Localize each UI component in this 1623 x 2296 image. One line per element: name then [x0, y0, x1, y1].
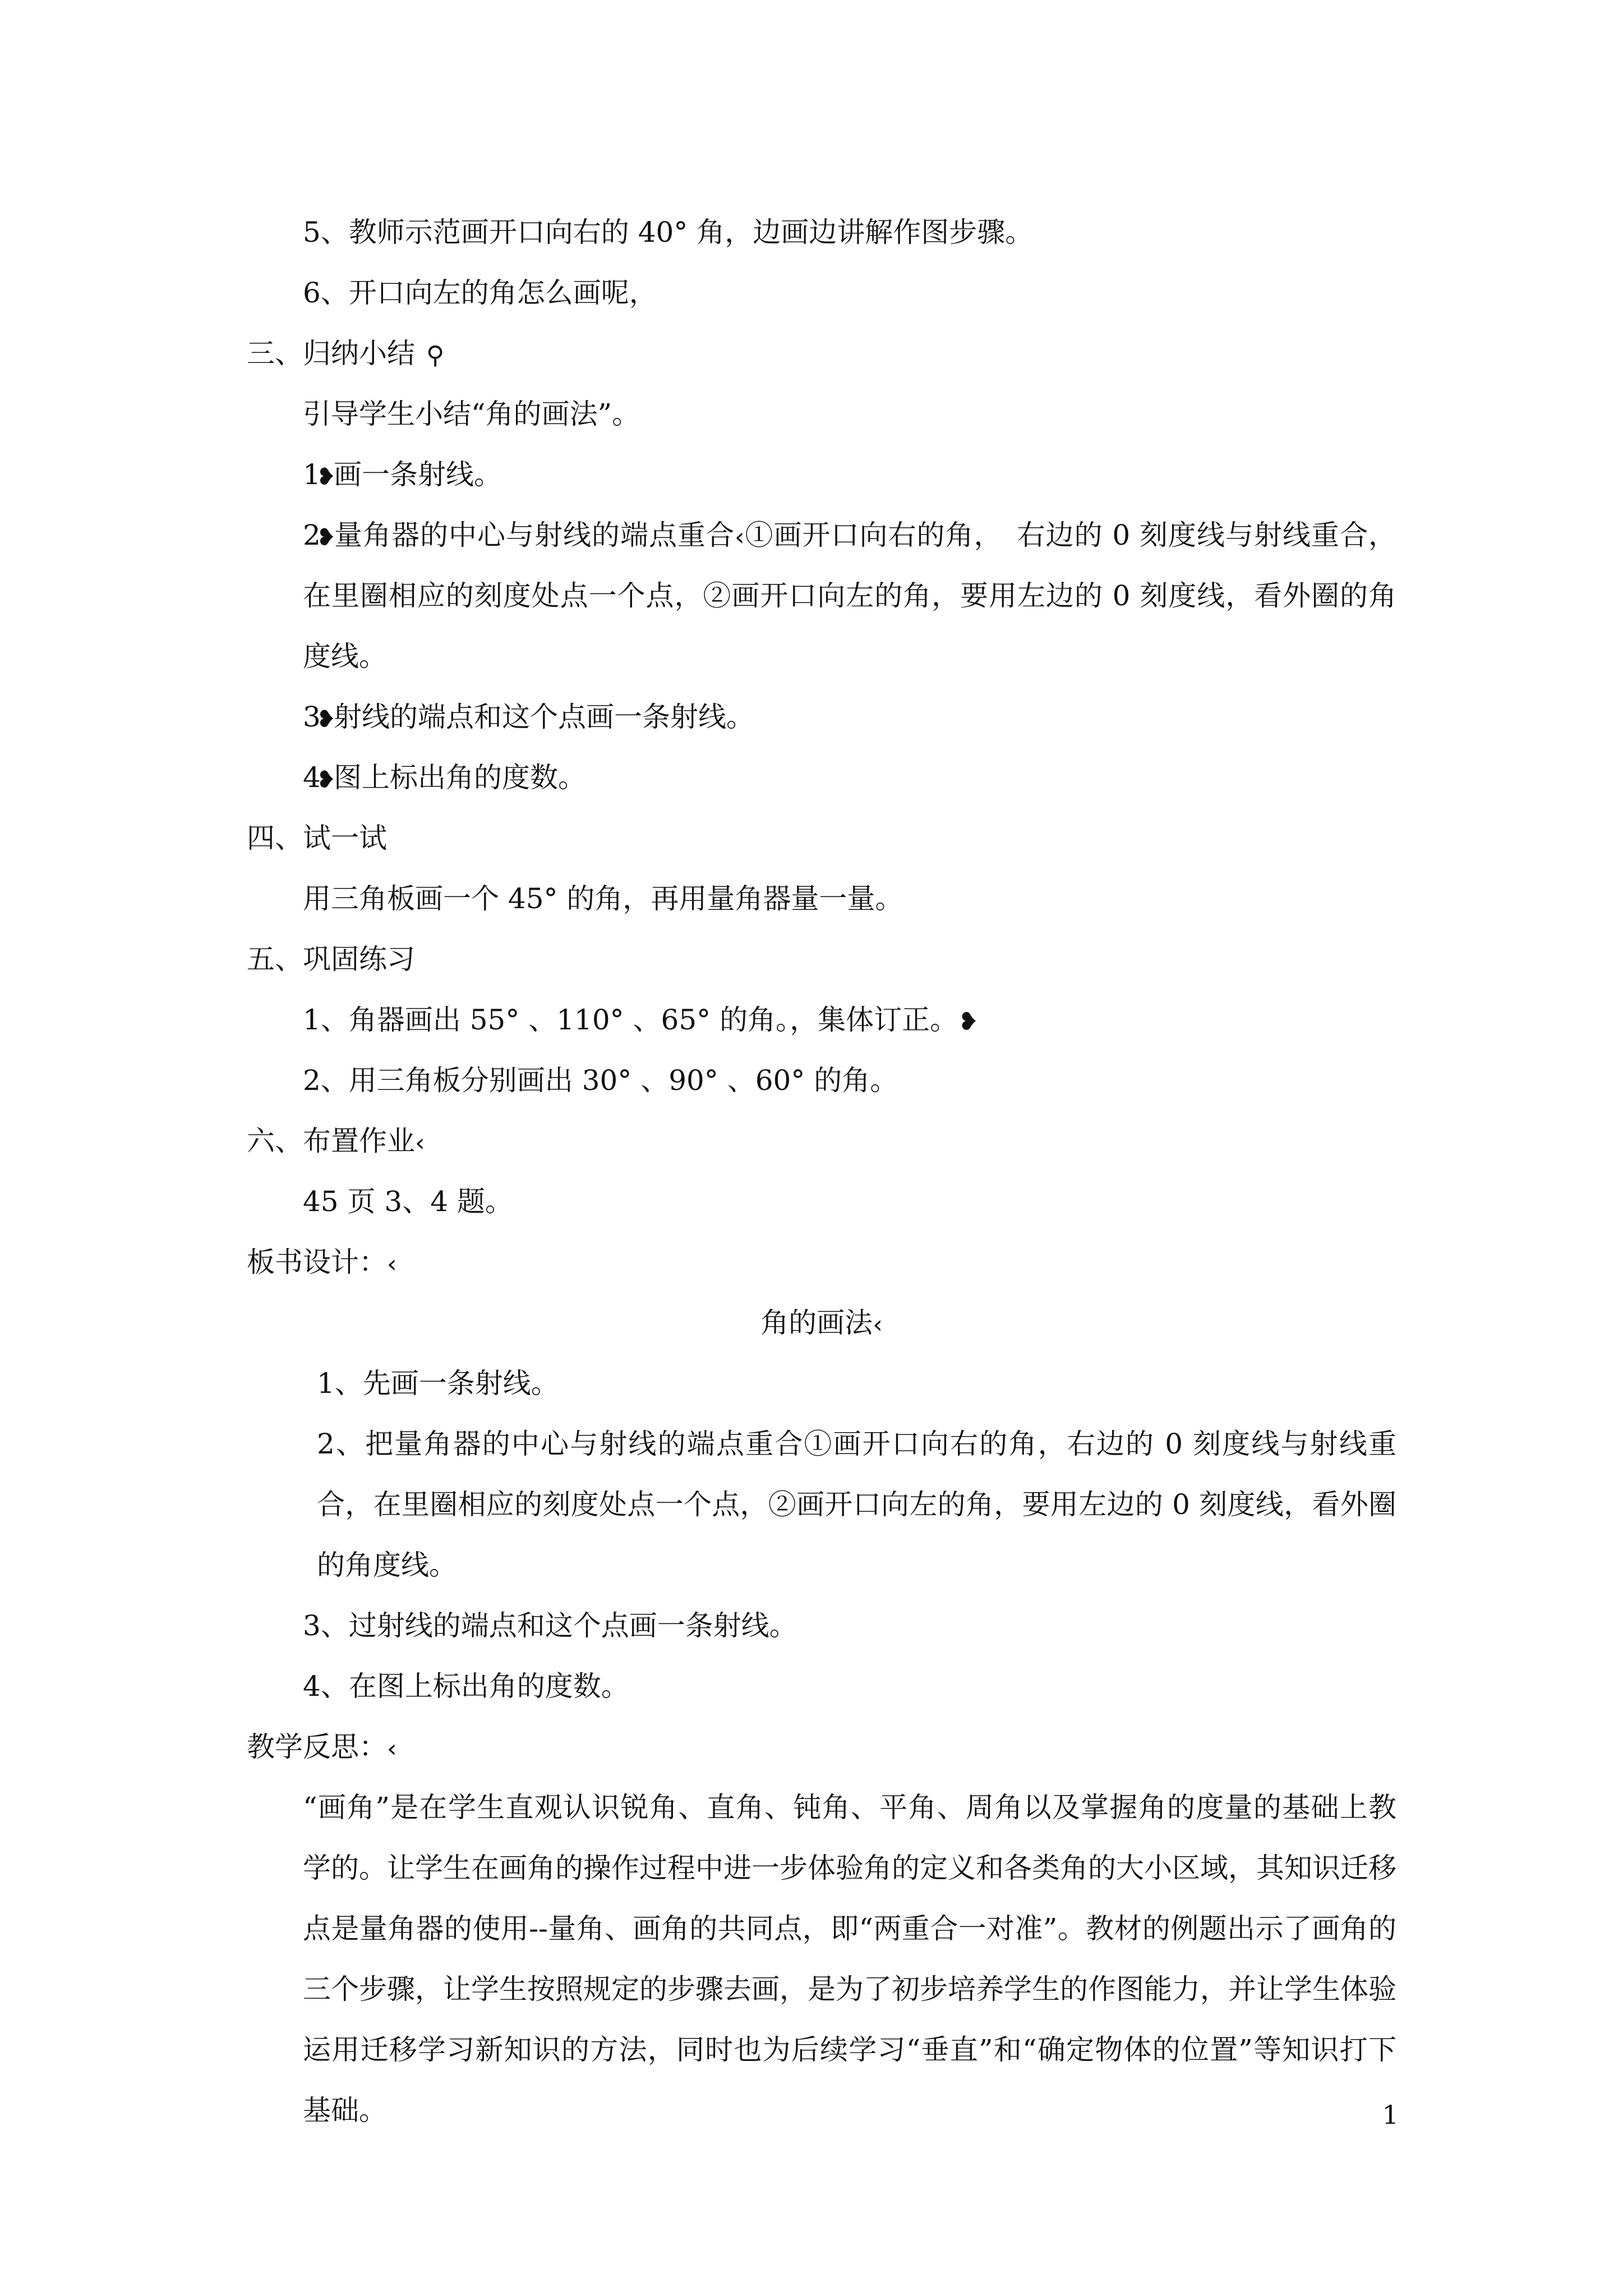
summary-step-1-text: 画一条射线。	[334, 458, 502, 491]
summary-step-2	[247, 505, 1396, 687]
heart-icon: ❥	[316, 705, 336, 733]
chevron-left-icon: ‹	[387, 1734, 397, 1763]
summary-step-3-number: 3	[303, 701, 321, 733]
board-title-text: 角的画法	[760, 1306, 873, 1339]
exercise-1-text: 1、角器画出 55° 、110° 、65° 的角。，集体订正。	[303, 1004, 958, 1036]
exercise-1	[247, 990, 1396, 1050]
chevron-left-icon: ‹	[387, 1250, 397, 1278]
step-5-line: 5、教师示范画开口向右的 40° 角，边画边讲解作图步骤。	[303, 216, 1034, 249]
board-step-1: 1、先画一条射线。	[317, 1367, 559, 1400]
try-it-text: 用三角板画一个 45° 的角，再用量角器量一量。	[303, 882, 903, 915]
board-title	[247, 1292, 1396, 1353]
board-step-4: 4、在图上标出角的度数。	[303, 1670, 629, 1703]
section-3-title: 三、归纳小结	[247, 337, 415, 370]
exercise-2: 2、用三角板分别画出 30° 、90° 、60° 的角。	[303, 1064, 898, 1097]
summary-intro: 引导学生小结“角的画法”。	[303, 398, 640, 430]
chevron-left-icon: ‹	[415, 1129, 425, 1157]
heart-icon: ❥	[316, 766, 336, 793]
heart-icon: ❥	[316, 523, 336, 551]
document-body	[247, 202, 1396, 2141]
summary-step-2-number: 2	[303, 519, 321, 551]
summary-step-1	[247, 444, 1396, 505]
summary-step-3-text: 射线的端点和这个点画一条射线。	[334, 701, 755, 733]
chevron-left-icon: ‹	[734, 523, 745, 551]
heart-icon: ❥	[316, 463, 336, 490]
summary-step-2-text-b: ①画开口向右的角， 右边的 0 刻度线与射线重合，在里圈相应的刻度处点一个点，②画开口向左的角，要用左边的 0 刻度线，看外圈的角度线。	[303, 519, 1397, 673]
step-6-line: 6、开口向左的角怎么画呢，	[303, 277, 657, 309]
summary-step-4	[247, 747, 1396, 808]
board-step-2: 2、把量角器的中心与射线的端点重合①画开口向右的角，右边的 0 刻度线与射线重合，在里圈相应的刻度处点一个点，②画开口向左的角，要用左边的 0 刻度线，看外圈的角度线。	[317, 1428, 1396, 1581]
section-6-heading	[247, 1111, 1396, 1171]
reflection-paragraph: “画角”是在学生直观认识锐角、直角、钝角、平角、周角以及掌握角的度量的基础上教学的。让学生在画角的操作过程中进一步体验角的定义和各类角的大小区域，其知识迁移点是量角器的使用--量角、画角的共同点，即“两重合一对准”。教材的例题出示了画角的三个步骤，让学生按照规定的步骤去画，是为了初步培养学生的作图能力，并让学生体验运用迁移学习新知识的方法，同时也为后续学习“垂直”和“确定物体的位置”等知识打下基础。	[303, 1791, 1396, 2127]
board-design-label	[247, 1232, 1396, 1292]
search-icon: ⚲	[426, 341, 445, 370]
homework-text: 45 页 3、4 题。	[303, 1185, 513, 1218]
reflection-label-text: 教学反思：	[247, 1731, 387, 1763]
section-4-heading: 四、试一试	[247, 822, 387, 854]
summary-step-3	[247, 687, 1396, 747]
summary-step-4-text: 图上标出角的度数。	[334, 761, 587, 794]
board-step-3: 3、过射线的端点和这个点画一条射线。	[303, 1609, 797, 1642]
chevron-left-icon: ‹	[873, 1310, 883, 1339]
summary-step-1-number: 1	[303, 458, 321, 491]
page-number: 1	[1382, 2100, 1399, 2130]
section-3-heading	[247, 323, 1396, 384]
section-5-heading: 五、巩固练习	[247, 943, 415, 976]
section-6-title: 六、布置作业	[247, 1125, 415, 1157]
reflection-label	[247, 1717, 1396, 1777]
summary-step-2-text-a: 量角器的中心与射线的端点重合	[334, 519, 735, 551]
board-design-label-text: 板书设计：	[247, 1246, 387, 1278]
summary-step-4-number: 4	[303, 761, 321, 794]
heart-icon: ❥	[958, 1007, 979, 1036]
